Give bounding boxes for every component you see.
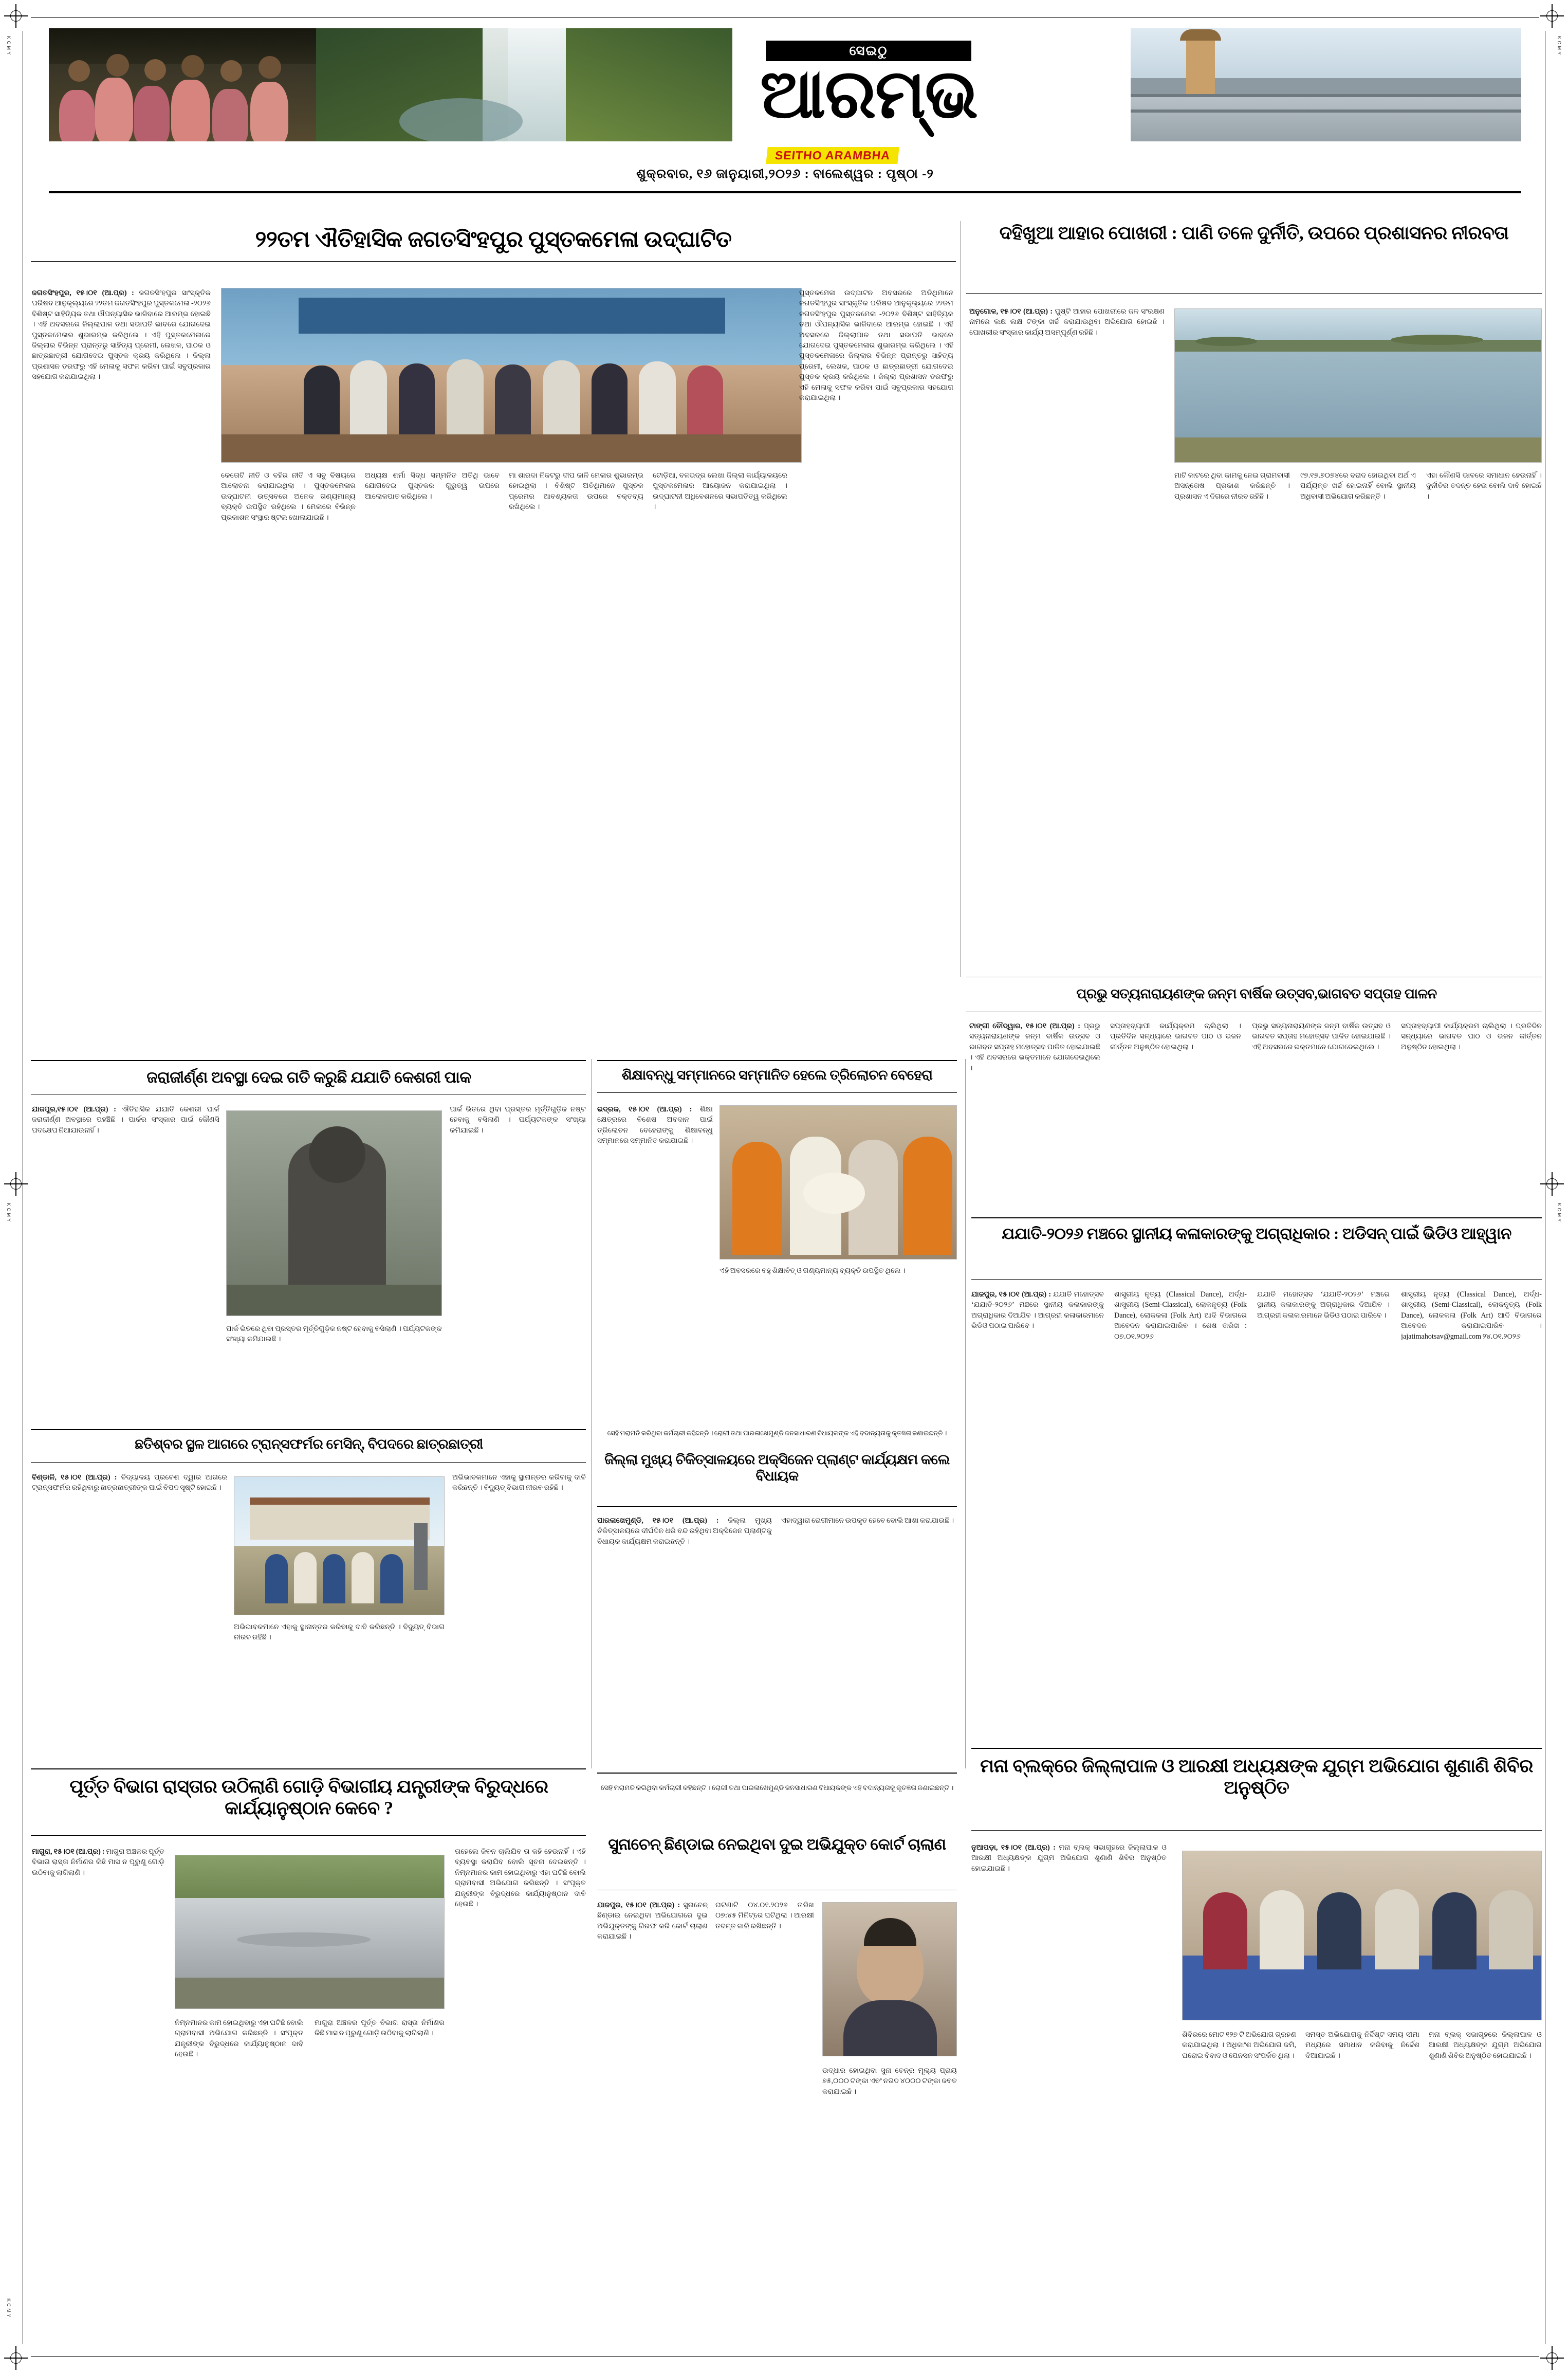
- caption-sikshabandhu-text: ସେହି ମରାମତି କରିଥିବା କର୍ମଚାରୀ କହିଛନ୍ତି । ରୋଗୀ ତଥା ପାରଳାଖେମୁଣ୍ଡି ଜନସାଧାରଣ ବିଧାୟକଙ୍କ ଏହି ବଦାନ୍ୟତାକୁ କୃତଜ୍ଞତା ଜଣାଇଛନ୍ତି ।: [607, 1429, 947, 1437]
- dateline-yayati-2026: ଯାଜପୁର, ୧୫।୦୧ (ଆ.ପ୍ର) :: [971, 1290, 1052, 1299]
- headline-grievance-camp: ମନା ବ୍ଲକ୍‌ରେ ଜିଲ୍ଲାପାଳ ଓ ଆରକ୍ଷୀ ଅଧ୍ୟକ୍ଷଙ୍କ ଯୁଗ୍ମ ଅଭିଯୋଗ ଶୁଣାଣି ଶିବିର ଅନୁଷ୍ଠିତ: [980, 1756, 1533, 1798]
- col-grievance-1: [971, 1842, 1167, 2336]
- body-satyanarayan-4: ସପ୍ତାହବ୍ୟାପୀ କାର୍ଯ୍ୟକ୍ରମ ଚାଲିଥିଲା । ପ୍ରତିଦିନ ସନ୍ଧ୍ୟାରେ ଭାଗବତ ପାଠ ଓ ଭଜନ କୀର୍ତ୍ତନ ଅନୁଷ୍ଠିତ ହୋଇଥିଲା ।: [1401, 1022, 1542, 1051]
- masthead-left-photos: [49, 28, 732, 141]
- body-yayati2026-2: ଶାସ୍ତ୍ରୀୟ ନୃତ୍ୟ (Classical Dance), ଅର୍ଦ୍ଧ-ଶାସ୍ତ୍ରୀୟ (Semi-Classical), ଲୋକନୃତ୍ୟ (Folk Dance), ଲୋକକଳା (Folk Art) ଆଦି ବିଭାଗରେ ଆବେଦନ କରାଯାଇପାରିବ ।: [1114, 1290, 1247, 1330]
- colorbar-label-midleft: K C M Y: [6, 1203, 11, 1222]
- col-satyanarayan-4: [1401, 1021, 1542, 1211]
- col-oxygen-1: [597, 1515, 772, 1767]
- dateline-grievance: ନୁଆପଡ଼ା, ୧୫।୦୧ (ଆ.ପ୍ର) :: [971, 1843, 1056, 1852]
- tribal-dancers-photo: [49, 28, 316, 141]
- headline-book-fair: ୨୨ତମ ଐତିହାସିକ ଜଗତସିଂହପୁର ପୁସ୍ତକମେଳା ଉଦ୍‌ଘାଟିତ: [255, 227, 732, 252]
- col-chain-2: [715, 1900, 814, 2342]
- headline-chain-snatch: ସୁନାଚେନ୍ ଛିଣ୍ଡାଇ ନେଇଥିବା ଦୁଇ ଅଭିଯୁକ୍ତ କୋର୍ଟ ଚାଲାଣ: [608, 1835, 946, 1853]
- body-yayati2026-4: ଶାସ୍ତ୍ରୀୟ ନୃତ୍ୟ (Classical Dance), ଅର୍ଦ୍ଧ-ଶାସ୍ତ୍ରୀୟ (Semi-Classical), ଲୋକନୃତ୍ୟ (Folk Dance), ଲୋକକଳା (Folk Art) ଆଦି ବିଭାଗରେ ଆବେଦନ କରାଯାଇପାରିବ ।: [1401, 1290, 1542, 1330]
- road-photo: [175, 1855, 445, 2009]
- body-grievance-1: ମନା ବ୍ଲକ୍ ସଭାଗୃହରେ ଜିଲ୍ଲାପାଳ ଓ ଆରକ୍ଷୀ ଅଧ୍ୟକ୍ଷଙ୍କ ଯୁଗ୍ମ ଅଭିଯୋଗ ଶୁଣାଣି ଶିବିର ଅନୁଷ୍ଠିତ ହୋଇଯାଇଛି ।: [971, 1843, 1167, 1873]
- rule-above-road: [31, 1768, 586, 1769]
- body-oxygen-2: ଏହାଦ୍ୱାରା ରୋଗୀମାନେ ଉପକୃତ ହେବେ ବୋଲି ଆଶା କରାଯାଉଛି ।: [781, 1517, 954, 1525]
- nameplate-kicker: ସେଇଠୁ: [766, 41, 971, 61]
- body-yayati-park-2: ପାର୍କ ଭିତରେ ଥିବା ପ୍ରସ୍ତର ମୂର୍ତ୍ତିଗୁଡ଼ିକ ନଷ୍ଟ ହେବାକୁ ବସିଲାଣି । ପର୍ଯ୍ୟଟକଙ୍କ ସଂଖ୍ୟା କମିଯାଇଛି ।: [226, 1325, 442, 1344]
- registration-mark-bottom-left: [4, 2346, 28, 2370]
- caption-book-fair: ପୁସ୍ତକମେଳା ଉଦ୍‌ଘାଟନ ଅବସରରେ ଅତିଥିମାନେ: [799, 289, 953, 297]
- body-book-fair-1: ଜଗତସିଂହପୁର ସାଂସ୍କୃତିକ ପରିଷଦ ଆନୁକୂଲ୍ୟରେ ୨୨ତମ ଜଗତସିଂହପୁର ପୁସ୍ତକମେଳା -୨୦୨୬ ବିଶିଷ୍ଟ ସାହିତ୍ୟିକ ତଥା ଔପନ୍ୟାସିକ ଭାଜିବାରେ ଆରମ୍ଭ ହୋଇଛି । ଏହି ଅବସରରେ ଜିଲ୍ଲାପାଳ ତଥା ସଭାପତି ଭାବରେ ଯୋଗଦେଇ ପୁସ୍ତକମେଳାର ଶୁଭାରମ୍ଭ କରିଥିଲେ । ଏହି ପୁସ୍ତକମେଳାରେ ଜିଲ୍ଲାର ବିଭିନ୍ନ ପ୍ରାନ୍ତରୁ ସାହିତ୍ୟ ପ୍ରେମୀ, ଲେଖକ, ପାଠକ ଓ ଛାତ୍ରଛାତ୍ରୀ ଯୋଗଦେଇ ପୁସ୍ତକ କ୍ରୟ କରିଥିଲେ । ଜିଲ୍ଲା ପ୍ରଶାସନ ତରଫରୁ ଏହି ମେଳାକୁ ସଫଳ କରିବା ପାଇଁ ସବୁପ୍ରକାର ସହଯୋଗ କରାଯାଇଥିଲା ।: [32, 289, 211, 381]
- crop-mark-bottom: [31, 2356, 1539, 2357]
- col-yayati-park-2: [226, 1324, 442, 1401]
- caption-road: ତାହେଲେ ଜିବନ ଚାଲିଯିବ ତା କହି ହେଉନାହିଁ । ଏହି ବ୍ୟବସ୍ଥା କରାଯିବ ବୋଲି ସୂଚନା ଦେଇଛନ୍ତି ।: [455, 1848, 586, 1867]
- nameplate: [740, 21, 997, 170]
- body-oxygen-1: ଜିଲ୍ଲା ମୁଖ୍ୟ ଚିକିତ୍ସାଳୟରେ ଦୀର୍ଘଦିନ ଧରି ବନ୍ଦ ରହିଥିବା ଅକ୍ସିଜେନ ପ୍ଲାଣ୍ଟକୁ ବିଧାୟକ କାର୍ଯ୍ୟକ୍ଷମ କରାଇଛନ୍ତି ।: [597, 1517, 772, 1546]
- masthead-right-photos: [1131, 28, 1521, 141]
- body-chain-2: ଘଟଣାଟି ୦୪.୦୧.୨୦୨୬ ତାରିଖ ୦୭:୪୫ ମିନିଟ୍‌ରେ ଘଟିଥିଲା । ଆରକ୍ଷୀ ତଦନ୍ତ ଜାରି ରଖିଛନ୍ତି ।: [715, 1901, 814, 1930]
- col-road-1: [32, 1847, 164, 2340]
- rule-above-grievance: [971, 1748, 1542, 1749]
- dateline: ଶୁକ୍ରବାର, ୧୬ ଜାନୁୟାରୀ,୨୦୨୬ : ବାଲେଶ୍ୱର : ପୃଷ୍ଠା -୨: [636, 167, 934, 181]
- body-satyanarayan-1: ପ୍ରଭୁ ସତ୍ୟନାରାୟଣଙ୍କ ଜନ୍ମ ବାର୍ଷିକ ଉତ୍ସବ ଓ ଭାଗବତ ସପ୍ତାହ ମହୋତ୍ସବ ପାଳିତ ହୋଇଯାଇଛି । ଏହି ଅବସରରେ ଭକ୍ତମାନେ ଯୋଗଦେଇଥିଲେ ।: [969, 1022, 1100, 1072]
- colorbar-label-midright: K C M Y: [1557, 1203, 1562, 1222]
- body-chain-3: ଉଦ୍ଧାର ହୋଇଥିବା ସୁନା ଚେନ୍‌ର ମୂଲ୍ୟ ପ୍ରାୟ ୭୫,୦୦୦ ଟଙ୍କା ଏବଂ ନଗଦ ୪୦୦୦ ଟଙ୍କା ଜବତ କରାଯାଇଛି ।: [822, 2067, 957, 2096]
- dateline-pond: ଅନୁଗୋଳ, ୧୫।୦୧ (ଆ.ପ୍ର) :: [969, 307, 1053, 316]
- body-chain-1: ସୁନାଚେନ୍ ଛିଣ୍ଡାଇ ନେଇଥିବା ଅଭିଯୋଗରେ ଦୁଇ ଅଭିଯୁକ୍ତଙ୍କୁ ଗିରଫ କରି କୋର୍ଟ ଚାଲାଣ କରାଯାଇଛି ।: [597, 1901, 708, 1941]
- col-transformer-1: [32, 1472, 227, 1760]
- masthead: [49, 28, 1521, 162]
- body-pond-2: ମାଟି କାଟରେ ଥିବା କାମକୁ ନେଇ ଗ୍ରାମବାସୀ ଅସନ୍ତୋଷ ପ୍ରକାଶ କରିଛନ୍ତି । ପ୍ରଶାସନ ଏ ଦିଗରେ ନୀରବ ରହିଛି ।: [1174, 471, 1290, 501]
- caption-sikshabandhu: [597, 1428, 957, 1444]
- dateline-book-fair: ଜଗତସିଂହପୁର, ୧୫।୦୧ (ଆ.ପ୍ର) :: [32, 289, 134, 297]
- rule-under-road: [31, 1835, 586, 1836]
- headline-yayati-park: ଜରାଜୀର୍ଣ୍ଣ ଅବସ୍ଥା ଦେଇ ଗତି କରୁଛି ଯଯାତି କେଶରୀ ପାକ: [146, 1068, 471, 1086]
- col-book-fair-2: [221, 470, 356, 972]
- col-sikshabandhu-1: [597, 1104, 713, 1423]
- col-yayati2026-4: [1401, 1289, 1542, 1742]
- email-deadline-yayati: ୨୪.୦୧.୨୦୨୬: [1482, 1332, 1521, 1341]
- body-grievance-4: ମନା ବ୍ଲକ୍ ସଭାଗୃହରେ ଜିଲ୍ଲାପାଳ ଓ ଆରକ୍ଷୀ ଅଧ୍ୟକ୍ଷଙ୍କ ଯୁଗ୍ମ ଅଭିଯୋଗ ଶୁଣାଣି ଶିବିର ଅନୁଷ୍ଠିତ ହୋଇଯାଇଛି ।: [1429, 2031, 1542, 2060]
- body-book-fair-2: କେତୋଟି ନୀତି ଓ ବହିର ନୀତି ଏ ସବୁ ବିଷୟରେ ଆଲୋଚନା କରାଯାଇଥିଲା । ପୁସ୍ତକମେଳାର ଉଦ୍‌ଘାଟନୀ ଉତ୍ସବରେ ଅନେକ ଗଣ୍ୟମାନ୍ୟ ବ୍ୟକ୍ତି ଉପସ୍ଥିତ ରହିଥିଲେ । ମେଳାରେ ବିଭିନ୍ନ ପ୍ରକାଶନ ସଂସ୍ଥାର ଷ୍ଟଲ ଖୋଲାଯାଇଛି ।: [221, 471, 356, 522]
- col-yayati2026-1: [971, 1289, 1104, 1742]
- body-sikshabandhu-2: ଏହି ଅବସରରେ ବହୁ ଶିକ୍ଷାବିତ୍‌ ଓ ଗଣ୍ୟମାନ୍ୟ ବ୍ୟକ୍ତି ଉପସ୍ଥିତ ଥିଲେ ।: [720, 1267, 906, 1275]
- body-book-fair-4: ମା ଶାରଦା ନିକଟରୁ ଦୀପ ଜାଳି ମେଳାର ଶୁଭାରମ୍ଭ ହୋଇଥିଲା । ବିଶିଷ୍ଟ ଅତିଥିମାନେ ପୁସ୍ତକ ପ୍ରେମର ଆବଶ୍ୟକତା ଉପରେ ବକ୍ତବ୍ୟ ରଖିଥିଲେ ।: [509, 471, 643, 512]
- registration-mark-top-left: [4, 4, 28, 28]
- col-pond-2: [1174, 470, 1290, 969]
- rule-above-sikshabandhu: [597, 1060, 957, 1061]
- rule-under-grievance: [971, 1830, 1542, 1831]
- col-grievance-4: [1429, 2030, 1542, 2338]
- col-road-3: [315, 2018, 445, 2342]
- headline-transformer: ଛତିଶ୍ବର ସ୍ଥଳ ଆଗରେ ଟ୍ରାନ୍ସଫର୍ମର ମେସିନ୍, ବିପଦରେ ଛାତ୍ରଛାତ୍ରୀ: [135, 1436, 483, 1452]
- rule-above-yayati-park: [31, 1060, 586, 1061]
- col-grievance-2: [1182, 2030, 1296, 2338]
- waterfall-photo: [316, 28, 732, 141]
- camp-meeting-photo: [1182, 1851, 1542, 2020]
- crop-mark-top: [31, 17, 1539, 18]
- col-book-fair-5: [653, 470, 787, 972]
- column-divider-main: [960, 221, 961, 977]
- col-transformer-2: [234, 1622, 445, 1761]
- col-satyanarayan-3: [1252, 1021, 1391, 1211]
- colorbar-label-right: K C M Y: [1557, 36, 1562, 55]
- dam-photo: [1131, 28, 1521, 141]
- body-book-fair-5: ଟୋଡ଼ିଆ, ବଳଭଦ୍ର ଲେଖା ଜିଲ୍ଲା କାର୍ଯ୍ୟାଳୟରେ ପୁସ୍ତକମେଳାର ଆୟୋଜନ କରାଯାଇଥିଲା । ଉଦ୍‌ଘାଟନୀ ଅଧିବେଶନରେ ସଭାପତିତ୍ୱ କରିଥିଲେ ।: [653, 471, 787, 512]
- col-yayati-park-3: [450, 1104, 586, 1400]
- registration-mark-mid-left: [4, 1172, 28, 1196]
- body-grievance-2: ଶିବିରରେ ମୋଟ ୧୨୭ ଟି ଅଭିଯୋଗ ଗ୍ରହଣ କରାଯାଇଥିଲା । ଅଧିକାଂଶ ଅଭିଯୋଗ ଜମି, ଘରୋଇ ବିବାଦ ଓ ପେନସନ ସଂପର୍କିତ ଥିଲା ।: [1182, 2031, 1296, 2060]
- body-book-fair-6: ଜଗତସିଂହପୁର ସାଂସ୍କୃତିକ ପରିଷଦ ଆନୁକୂଲ୍ୟରେ ୨୨ତମ ଜଗତସିଂହପୁର ପୁସ୍ତକମେଳା -୨୦୨୬ ବିଶିଷ୍ଟ ସାହିତ୍ୟିକ ତଥା ଔପନ୍ୟାସିକ ଭାଜିବାରେ ଆରମ୍ଭ ହୋଇଛି । ଏହି ଅବସରରେ ଜିଲ୍ଲାପାଳ ତଥା ସଭାପତି ଭାବରେ ଯୋଗଦେଇ ପୁସ୍ତକମେଳାର ଶୁଭାରମ୍ଭ କରିଥିଲେ । ଏହି ପୁସ୍ତକମେଳାରେ ଜିଲ୍ଲାର ବିଭିନ୍ନ ପ୍ରାନ୍ତରୁ ସାହିତ୍ୟ ପ୍ରେମୀ, ଲେଖକ, ପାଠକ ଓ ଛାତ୍ରଛାତ୍ରୀ ଯୋଗଦେଇ ପୁସ୍ତକ କ୍ରୟ କରିଥିଲେ । ଜିଲ୍ଲା ପ୍ରଶାସନ ତରଫରୁ ଏହି ମେଳାକୁ ସଫଳ କରିବା ପାଇଁ ସବୁପ୍ରକାର ସହଯୋଗ କରାଯାଇଥିଲା ।: [799, 299, 953, 403]
- body-pond-3: ୯୭.୧୭.୭୦୭୪ରେ ବରାଦ ହୋଇଥିବା ଅର୍ଥ ଏ ପର୍ଯ୍ୟନ୍ତ ଖର୍ଚ୍ଚ ହୋଇନାହିଁ ବୋଲି ସ୍ଥାନୀୟ ଅଧିବାସୀ ଅଭିଯୋଗ କରିଛନ୍ତି ।: [1300, 471, 1416, 501]
- email-yayati: jajatimahotsav@gmail.com: [1401, 1332, 1482, 1341]
- body-satyanarayan-3: ପ୍ରଭୁ ସତ୍ୟନାରାୟଣଙ୍କ ଜନ୍ମ ବାର୍ଷିକ ଉତ୍ସବ ଓ ଭାଗବତ ସପ୍ତାହ ମହୋତ୍ସବ ପାଳିତ ହୋଇଯାଇଛି । ଏହି ଅବସରରେ ଭକ୍ତମାନେ ଯୋଗଦେଇଥିଲେ ।: [1252, 1022, 1391, 1051]
- dateline-road: ମାଗୁରା, ୧୫।୦୧ (ଆ.ପ୍ର) :: [32, 1848, 105, 1856]
- col-road-2: [175, 2018, 303, 2342]
- dateline-chain: ଯାଜପୁର, ୧୫।୦୧ (ଆ.ପ୍ର) :: [597, 1901, 680, 1909]
- body-yayati2026-3: ଯଯାତି ମହୋତ୍ସବ ‘ଯଯାତି-୨୦୨୬’ ମଞ୍ଚରେ ସ୍ଥାନୀୟ କଳାକାରଙ୍କୁ ଅଗ୍ରାଧିକାର ଦିଆଯିବ । ଆଗ୍ରହୀ କଳାକାରମାନେ ଭିଡିଓ ପଠାଇ ପାରିବେ ।: [1257, 1290, 1390, 1320]
- col-pond-4: [1426, 470, 1542, 969]
- headline-pond-corruption: ଦହିଖୁଆ ଆହାର ପୋଖରୀ : ପାଣି ତଳେ ଦୁର୍ନୀତି, ଉପରେ ପ୍ରଶାସନର ନୀରବତା: [999, 223, 1509, 243]
- column-divider-lower-right: [965, 1059, 966, 1768]
- col-satyanarayan-2: [1110, 1021, 1241, 1211]
- col-book-fair-3: [365, 470, 500, 972]
- deadline-yayati: ୦୭.୦୧.୨୦୨୬: [1114, 1332, 1154, 1341]
- book-fair-stage-photo: [221, 288, 802, 463]
- col-book-fair-4: [509, 470, 643, 972]
- col-yayati2026-2: [1114, 1289, 1247, 1742]
- felicitation-photo: [720, 1105, 957, 1259]
- body-book-fair-3: ଅଧ୍ୟକ୍ଷ ଶର୍ମା ସିଦ୍ଧ ସମ୍ମନିତ ଅତିଥି ଭାବେ ଯୋଗଦେଇ ପୁସ୍ତକର ଗୁରୁତ୍ୱ ଉପରେ ଆଲୋକପାତ କରିଥିଲେ ।: [365, 471, 500, 501]
- col-transformer-3: [452, 1472, 586, 1760]
- dateline-sikshabandhu: ଭଦ୍ରକ, ୧୫।୦୧ (ଆ.ପ୍ର) :: [597, 1105, 692, 1113]
- nameplate-english: SEITHO ARAMBHA: [766, 147, 899, 164]
- headline-yayati-2026: ଯଯାତି-୨୦୨୬ ମଞ୍ଚରେ ସ୍ଥାନୀୟ କଳାକାରଙ୍କୁ ଅଗ୍ରାଧିକାର : ଅଡିସନ୍ ପାଇଁ ଭିଡିଓ ଆହ୍ୱାନ: [1002, 1225, 1511, 1243]
- headline-oxygen-plant: ଜିଲ୍ଲା ମୁଖ୍ୟ ଚିକିତ୍ସାଳୟରେ ଅକ୍ସିଜେନ ପ୍ଲାଣ୍ଟ କାର୍ଯ୍ୟକ୍ଷମ କଲେ ବିଧାୟକ: [604, 1452, 950, 1484]
- deadline-label-yayati: ଶେଷ ତାରିଖ :: [1202, 1322, 1247, 1330]
- accused-portrait-photo: [822, 1902, 957, 2056]
- dateline-yayati-park: ଯାଜପୁର,୧୫।୦୧ (ଆ.ପ୍ର) :: [32, 1105, 116, 1113]
- headline-satyanarayan: ପ୍ରଭୁ ସତ୍ୟନାରାୟଣଙ୍କ ଜନ୍ମ ବାର୍ଷିକ ଉତ୍ସବ,ଭାଗବତ ସପ୍ତାହ ପାଳନ: [1076, 986, 1437, 1001]
- rule-above-chain: [597, 1773, 957, 1774]
- rule-under-sikshabandhu: [597, 1092, 957, 1093]
- body-transformer-1: ବିଦ୍ୟାଳୟ ପ୍ରବେଶ ଦ୍ୱାର ଆଗରେ ଟ୍ରାନ୍ସଫର୍ମର ରହିଥିବାରୁ ଛାତ୍ରଛାତ୍ରୀଙ୍କ ପାଇଁ ବିପଦ ସୃଷ୍ଟି ହୋଇଛି ।: [32, 1473, 227, 1492]
- headline-road-pwd: ପୂର୍ତ୍ତ ବିଭାଗ ରାସ୍ତାର ଉଠିଲାଣି ଗୋଡ଼ି ବିଭାଗୀୟ ଯନ୍ତ୍ରୀଙ୍କ ବିରୁଦ୍ଧରେ କାର୍ଯ୍ୟାନୁଷ୍ଠାନ କେବେ ?: [69, 1776, 548, 1819]
- body-transformer-2: ଅଭିଭାବକମାନେ ଏହାକୁ ସ୍ଥାନାନ୍ତର କରିବାକୁ ଦାବି କରିଛନ୍ତି । ବିଦ୍ୟୁତ୍ ବିଭାଗ ନୀରବ ରହିଛି ।: [234, 1623, 445, 1642]
- body-road-3: ମାଗୁରା ଅଞ୍ଚଳର ପୂର୍ତ୍ତ ବିଭାଗ ରାସ୍ତା ନିର୍ମାଣର କିଛି ମାସ ନ ପୂରୁଣୁ ଗୋଡ଼ି ଉଠିବାକୁ ଲାଗିଲାଣି ।: [315, 2019, 445, 2038]
- rule-under-book-fair-headline: [31, 261, 956, 262]
- col-road-4: [455, 1847, 586, 2340]
- masthead-rule: [49, 191, 1521, 193]
- col-satyanarayan-1: [969, 1021, 1100, 1211]
- stone-sculpture-photo: [226, 1110, 442, 1316]
- rule-under-transformer: [31, 1462, 586, 1463]
- body-pond-4: ଏହା କୌଣସି ଭାବରେ ସମାଧାନ ହେଉନାହିଁ । ଦୁର୍ନୀତିର ତଦନ୍ତ ହେଉ ବୋଲି ଦାବି ହୋଇଛି ।: [1426, 471, 1542, 501]
- body-sikshabandhu-1: ଶିକ୍ଷା କ୍ଷେତ୍ରରେ ବିଶେଷ ଅବଦାନ ପାଇଁ ତ୍ରିଲୋଚନ ବେହେରାଙ୍କୁ ଶିକ୍ଷାବନ୍ଧୁ ସମ୍ମାନରେ ସମ୍ମାନିତ କରାଯାଇଛି ।: [597, 1105, 713, 1145]
- body-yayati2026-1: ଯଯାତି ମହୋତ୍ସବ ‘ଯଯାତି-୨୦୨୬’ ମଞ୍ଚରେ ସ୍ଥାନୀୟ କଳାକାରଙ୍କୁ ଅଗ୍ରାଧିକାର ଦିଆଯିବ । ଆଗ୍ରହୀ କଳାକାରମାନେ ଭିଡିଓ ପଠାଇ ପାରିବେ ।: [971, 1290, 1104, 1330]
- body-yayati-park-1: ଐତିହାସିକ ଯଯାତି କେଶରୀ ପାର୍କ ଜରାଜୀର୍ଣ୍ଣ ଅବସ୍ଥାରେ ପହଞ୍ଚିଛି । ପାର୍କର ସଂସ୍କାର ପାଇଁ କୌଣସି ପଦକ୍ଷେପ ନିଆଯାଉନାହିଁ ।: [32, 1105, 219, 1135]
- body-road-1: ମାଗୁରା ଅଞ୍ଚଳର ପୂର୍ତ୍ତ ବିଭାଗ ରାସ୍ତା ନିର୍ମାଣର କିଛି ମାସ ନ ପୂରୁଣୁ ଗୋଡ଼ି ଉଠିବାକୁ ଲାଗିଲାଣି ।: [32, 1848, 164, 1877]
- body-transformer-3: ଅଭିଭାବକମାନେ ଏହାକୁ ସ୍ଥାନାନ୍ତର କରିବାକୁ ଦାବି କରିଛନ୍ତି । ବିଦ୍ୟୁତ୍ ବିଭାଗ ନୀରବ ରହିଛି ।: [452, 1473, 586, 1492]
- body-pond-1: ପୁଷ୍ଟି ଆହାର ପୋଖରୀରେ ଜଳ ସଂରକ୍ଷଣ ନାମରେ ଲକ୍ଷ ଲକ୍ଷ ଟଙ୍କା ଖର୍ଚ୍ଚ କରାଯାଉଥିବା ଅଭିଯୋଗ ହୋଇଛି । ପୋଖରୀର ସଂସ୍କାର କାର୍ଯ୍ୟ ଅସମ୍ପୂର୍ଣ୍ଣ ରହିଛି ।: [969, 307, 1165, 337]
- registration-mark-mid-right: [1540, 1172, 1564, 1196]
- pond-photo: [1174, 308, 1542, 463]
- colorbar-label-bottomleft: K C M Y: [6, 2298, 11, 2317]
- headline-sikshabandhu: ଶିକ୍ଷାବନ୍ଧୁ ସମ୍ମାନରେ ସମ୍ମାନିତ ହେଲେ ତ୍ରିଲୋଚନ ବେହେରା: [621, 1067, 933, 1083]
- col-yayati-park-1: [32, 1104, 219, 1397]
- col-chain-3: [822, 2066, 957, 2343]
- caption-oxygen-text: ସେହି ମରାମତି କରିଥିବା କର୍ମଚାରୀ କହିଛନ୍ତି । ରୋଗୀ ତଥା ପାରଳାଖେମୁଣ୍ଡି ଜନସାଧାରଣ ବିଧାୟକଙ୍କ ଏହି ବଦାନ୍ୟତାକୁ କୃତଜ୍ଞତା ଜଣାଇଛନ୍ତି ।: [600, 1784, 954, 1792]
- col-sikshabandhu-2: [720, 1266, 957, 1420]
- registration-mark-bottom-right: [1540, 2346, 1564, 2370]
- body-road-4: ନିମ୍ନମାନର କାମ ହୋଇଥିବାରୁ ଏହା ଘଟିଛି ବୋଲି ଗ୍ରାମବାସୀ ଅଭିଯୋଗ କରିଛନ୍ତି । ସଂପୃକ୍ତ ଯନ୍ତ୍ରୀଙ୍କ ବିରୁଦ୍ଧରେ କାର୍ଯ୍ୟାନୁଷ୍ଠାନ ଦାବି ହେଉଛି ।: [455, 1868, 586, 1909]
- dateline-satyanarayan: ଟାଙ୍ଗୀ ଚୌଦ୍ୱାର, ୧୫।୦୧ (ଆ.ପ୍ର) :: [969, 1022, 1080, 1030]
- col-chain-1: [597, 1900, 708, 2342]
- col-pond-1: [969, 306, 1165, 970]
- rule-above-yayati-2026: [971, 1217, 1542, 1218]
- rule-above-transformer: [31, 1429, 586, 1430]
- body-grievance-3: ସମସ୍ତ ଅଭିଯୋଗକୁ ନିର୍ଦ୍ଦିଷ୍ଟ ସମୟ ସୀମା ମଧ୍ୟରେ ସମାଧାନ କରିବାକୁ ନିର୍ଦ୍ଦେଶ ଦିଆଯାଇଛି ।: [1305, 2031, 1419, 2060]
- body-yayati-park-3: ପାର୍କ ଭିତରେ ଥିବା ପ୍ରସ୍ତର ମୂର୍ତ୍ତିଗୁଡ଼ିକ ନଷ୍ଟ ହେବାକୁ ବସିଲାଣି । ପର୍ଯ୍ୟଟକଙ୍କ ସଂଖ୍ୟା କମିଯାଇଛି ।: [450, 1105, 586, 1135]
- rule-under-yayati-2026: [971, 1279, 1542, 1280]
- col-book-fair-6: [799, 288, 953, 972]
- col-yayati2026-3: [1257, 1289, 1390, 1742]
- col-book-fair-1: [32, 288, 211, 972]
- caption-oxygen: [597, 1783, 957, 1829]
- rule-under-oxygen-plant: [597, 1506, 957, 1507]
- body-road-2: ନିମ୍ନମାନର କାମ ହୋଇଥିବାରୁ ଏହା ଘଟିଛି ବୋଲି ଗ୍ରାମବାସୀ ଅଭିଯୋଗ କରିଛନ୍ତି । ସଂପୃକ୍ତ ଯନ୍ତ୍ରୀଙ୍କ ବିରୁଦ୍ଧରେ କାର୍ଯ୍ୟାନୁଷ୍ଠାନ ଦାବି ହେଉଛି ।: [175, 2019, 303, 2059]
- rule-under-pond-headline: [966, 293, 1542, 294]
- registration-mark-top-right: [1540, 4, 1564, 28]
- col-oxygen-2: [781, 1515, 957, 1767]
- school-children-photo: [234, 1476, 445, 1615]
- dateline-transformer: ବିଣ୍ଡାଳି, ୧୫।୦୧ (ଆ.ପ୍ର) :: [32, 1473, 117, 1482]
- column-divider-lower-left: [591, 1059, 592, 1768]
- col-pond-3: [1300, 470, 1416, 969]
- nameplate-title: ଆରମ୍ଭ: [760, 56, 977, 132]
- col-grievance-3: [1305, 2030, 1419, 2338]
- body-satyanarayan-2: ସପ୍ତାହବ୍ୟାପୀ କାର୍ଯ୍ୟକ୍ରମ ଚାଲିଥିଲା । ପ୍ରତିଦିନ ସନ୍ଧ୍ୟାରେ ଭାଗବତ ପାଠ ଓ ଭଜନ କୀର୍ତ୍ତନ ଅନୁଷ୍ଠିତ ହୋଇଥିଲା ।: [1110, 1022, 1241, 1051]
- colorbar-label-left: K C M Y: [6, 36, 11, 55]
- dateline-oxygen: ପାରଳାଖେମୁଣ୍ଡି, ୧୫।୦୧ (ଆ.ପ୍ର) :: [597, 1517, 719, 1525]
